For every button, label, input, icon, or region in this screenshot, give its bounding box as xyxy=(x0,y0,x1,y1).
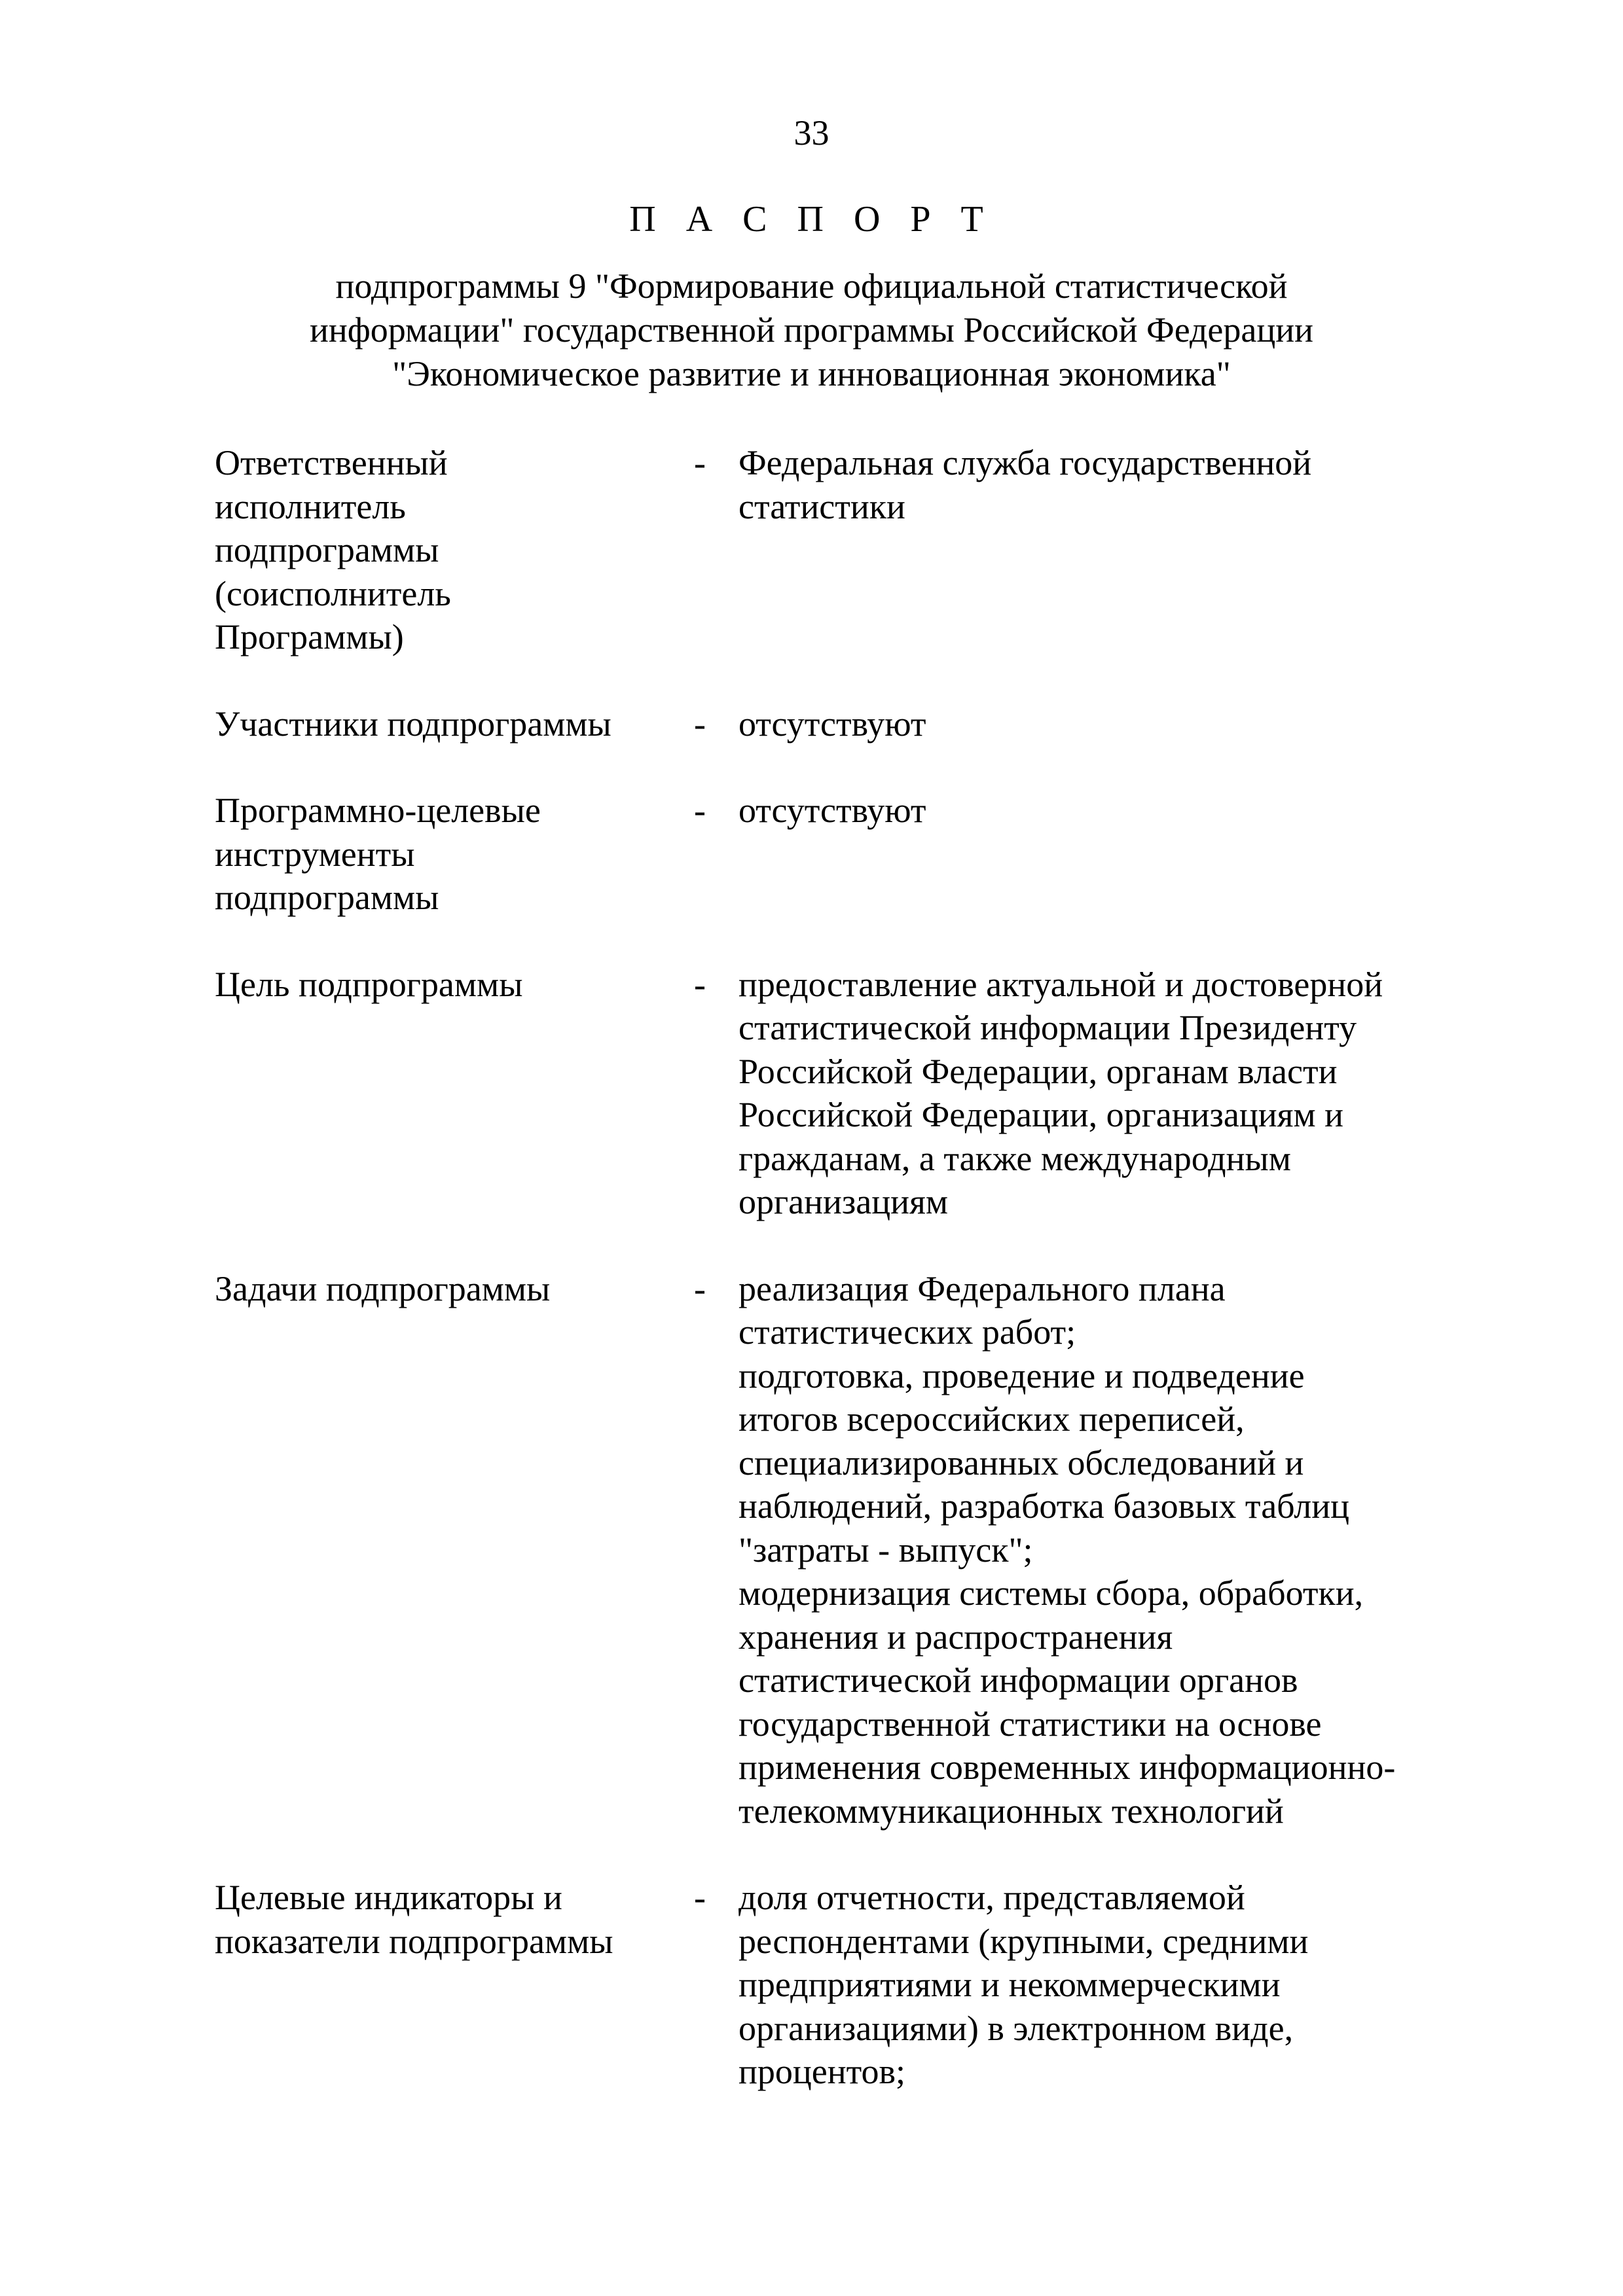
value-line: модернизация системы сбора, обработки, xyxy=(739,1573,1364,1613)
row-dash: - xyxy=(694,1268,706,1308)
row-value xyxy=(739,1876,1459,2094)
passport-table xyxy=(215,441,1459,2094)
page-number: 33 xyxy=(793,113,830,152)
row-dash: - xyxy=(694,704,706,744)
label-line: Целевые индикаторы и xyxy=(215,1878,562,1917)
label-line: подпрограммы xyxy=(215,878,439,917)
value-line: предприятиями и некоммерческими xyxy=(739,1965,1281,2004)
value-line: подготовка, проведение и подведение xyxy=(739,1355,1305,1395)
value-line: специализированных обследований и xyxy=(739,1443,1304,1482)
row-label xyxy=(215,789,686,920)
value-line: хранения и распространения xyxy=(739,1617,1173,1657)
value-line: статистических работ; xyxy=(739,1312,1076,1352)
value-line: организациями) в электронном виде, xyxy=(739,2008,1294,2048)
passport-row-tasks xyxy=(215,1267,1459,1833)
document-subtitle xyxy=(196,264,1427,396)
row-value xyxy=(739,702,1459,746)
row-label xyxy=(215,702,686,746)
passport-row-responsible-executor xyxy=(215,441,1459,659)
row-value xyxy=(739,963,1459,1224)
row-dash: - xyxy=(694,1878,706,1917)
document-title: П А С П О Р Т xyxy=(629,199,994,240)
value-line: телекоммуникационных технологий xyxy=(739,1791,1284,1831)
row-label xyxy=(215,441,686,659)
value-line: доля отчетности, представляемой xyxy=(739,1878,1245,1917)
value-line: респондентами (крупными, средними xyxy=(739,1921,1309,1961)
value-line: гражданам, а также международным xyxy=(739,1138,1291,1178)
value-line: предоставление актуальной и достоверной xyxy=(739,964,1383,1004)
passport-row-participants xyxy=(215,702,1459,746)
row-label xyxy=(215,1876,686,1963)
row-dash: - xyxy=(694,791,706,830)
row-value xyxy=(739,441,1459,528)
row-dash: - xyxy=(694,443,706,482)
value-line: статистики xyxy=(739,486,905,526)
passport-row-goal xyxy=(215,963,1459,1224)
value-line: статистической информации Президенту xyxy=(739,1008,1357,1047)
label-line: Программно-целевые xyxy=(215,791,541,830)
label-line: Задачи подпрограммы xyxy=(215,1268,551,1308)
value-line: отсутствуют xyxy=(739,791,926,830)
subtitle-line: информации" государственной программы Российской Федерации xyxy=(309,310,1314,350)
label-line: Ответственный xyxy=(215,443,448,482)
value-line: реализация Федерального плана xyxy=(739,1268,1226,1308)
label-line: Программы) xyxy=(215,617,404,656)
row-value xyxy=(739,789,1459,833)
value-line: "затраты - выпуск"; xyxy=(739,1530,1033,1570)
subtitle-line: подпрограммы 9 "Формирование официальной статистической xyxy=(335,266,1288,306)
row-label xyxy=(215,1267,686,1311)
label-line: (соисполнитель xyxy=(215,573,451,613)
label-line: подпрограммы xyxy=(215,530,439,569)
value-line: применения современных информационно- xyxy=(739,1748,1396,1787)
label-line: исполнитель xyxy=(215,486,406,526)
label-line: инструменты xyxy=(215,834,415,874)
row-dash: - xyxy=(694,964,706,1004)
value-line: Российской Федерации, организациям и xyxy=(739,1095,1344,1134)
row-label xyxy=(215,963,686,1007)
passport-row-program-target-tools xyxy=(215,789,1459,920)
passport-row-target-indicators xyxy=(215,1876,1459,2094)
row-value xyxy=(739,1267,1459,1833)
label-line: показатели подпрограммы xyxy=(215,1921,613,1961)
value-line: Российской Федерации, органам власти xyxy=(739,1051,1338,1091)
value-line: статистической информации органов xyxy=(739,1660,1298,1700)
value-line: отсутствуют xyxy=(739,704,926,744)
value-line: государственной статистики на основе xyxy=(739,1704,1322,1744)
value-line: итогов всероссийских переписей, xyxy=(739,1399,1245,1439)
label-line: Участники подпрограммы xyxy=(215,704,611,744)
value-line: организациям xyxy=(739,1182,949,1221)
value-line: Федеральная служба государственной xyxy=(739,443,1312,482)
subtitle-line: "Экономическое развитие и инновационная экономика" xyxy=(392,354,1231,393)
value-line: наблюдений, разработка базовых таблиц xyxy=(739,1486,1350,1526)
value-line: процентов; xyxy=(739,2052,906,2091)
label-line: Цель подпрограммы xyxy=(215,964,523,1004)
